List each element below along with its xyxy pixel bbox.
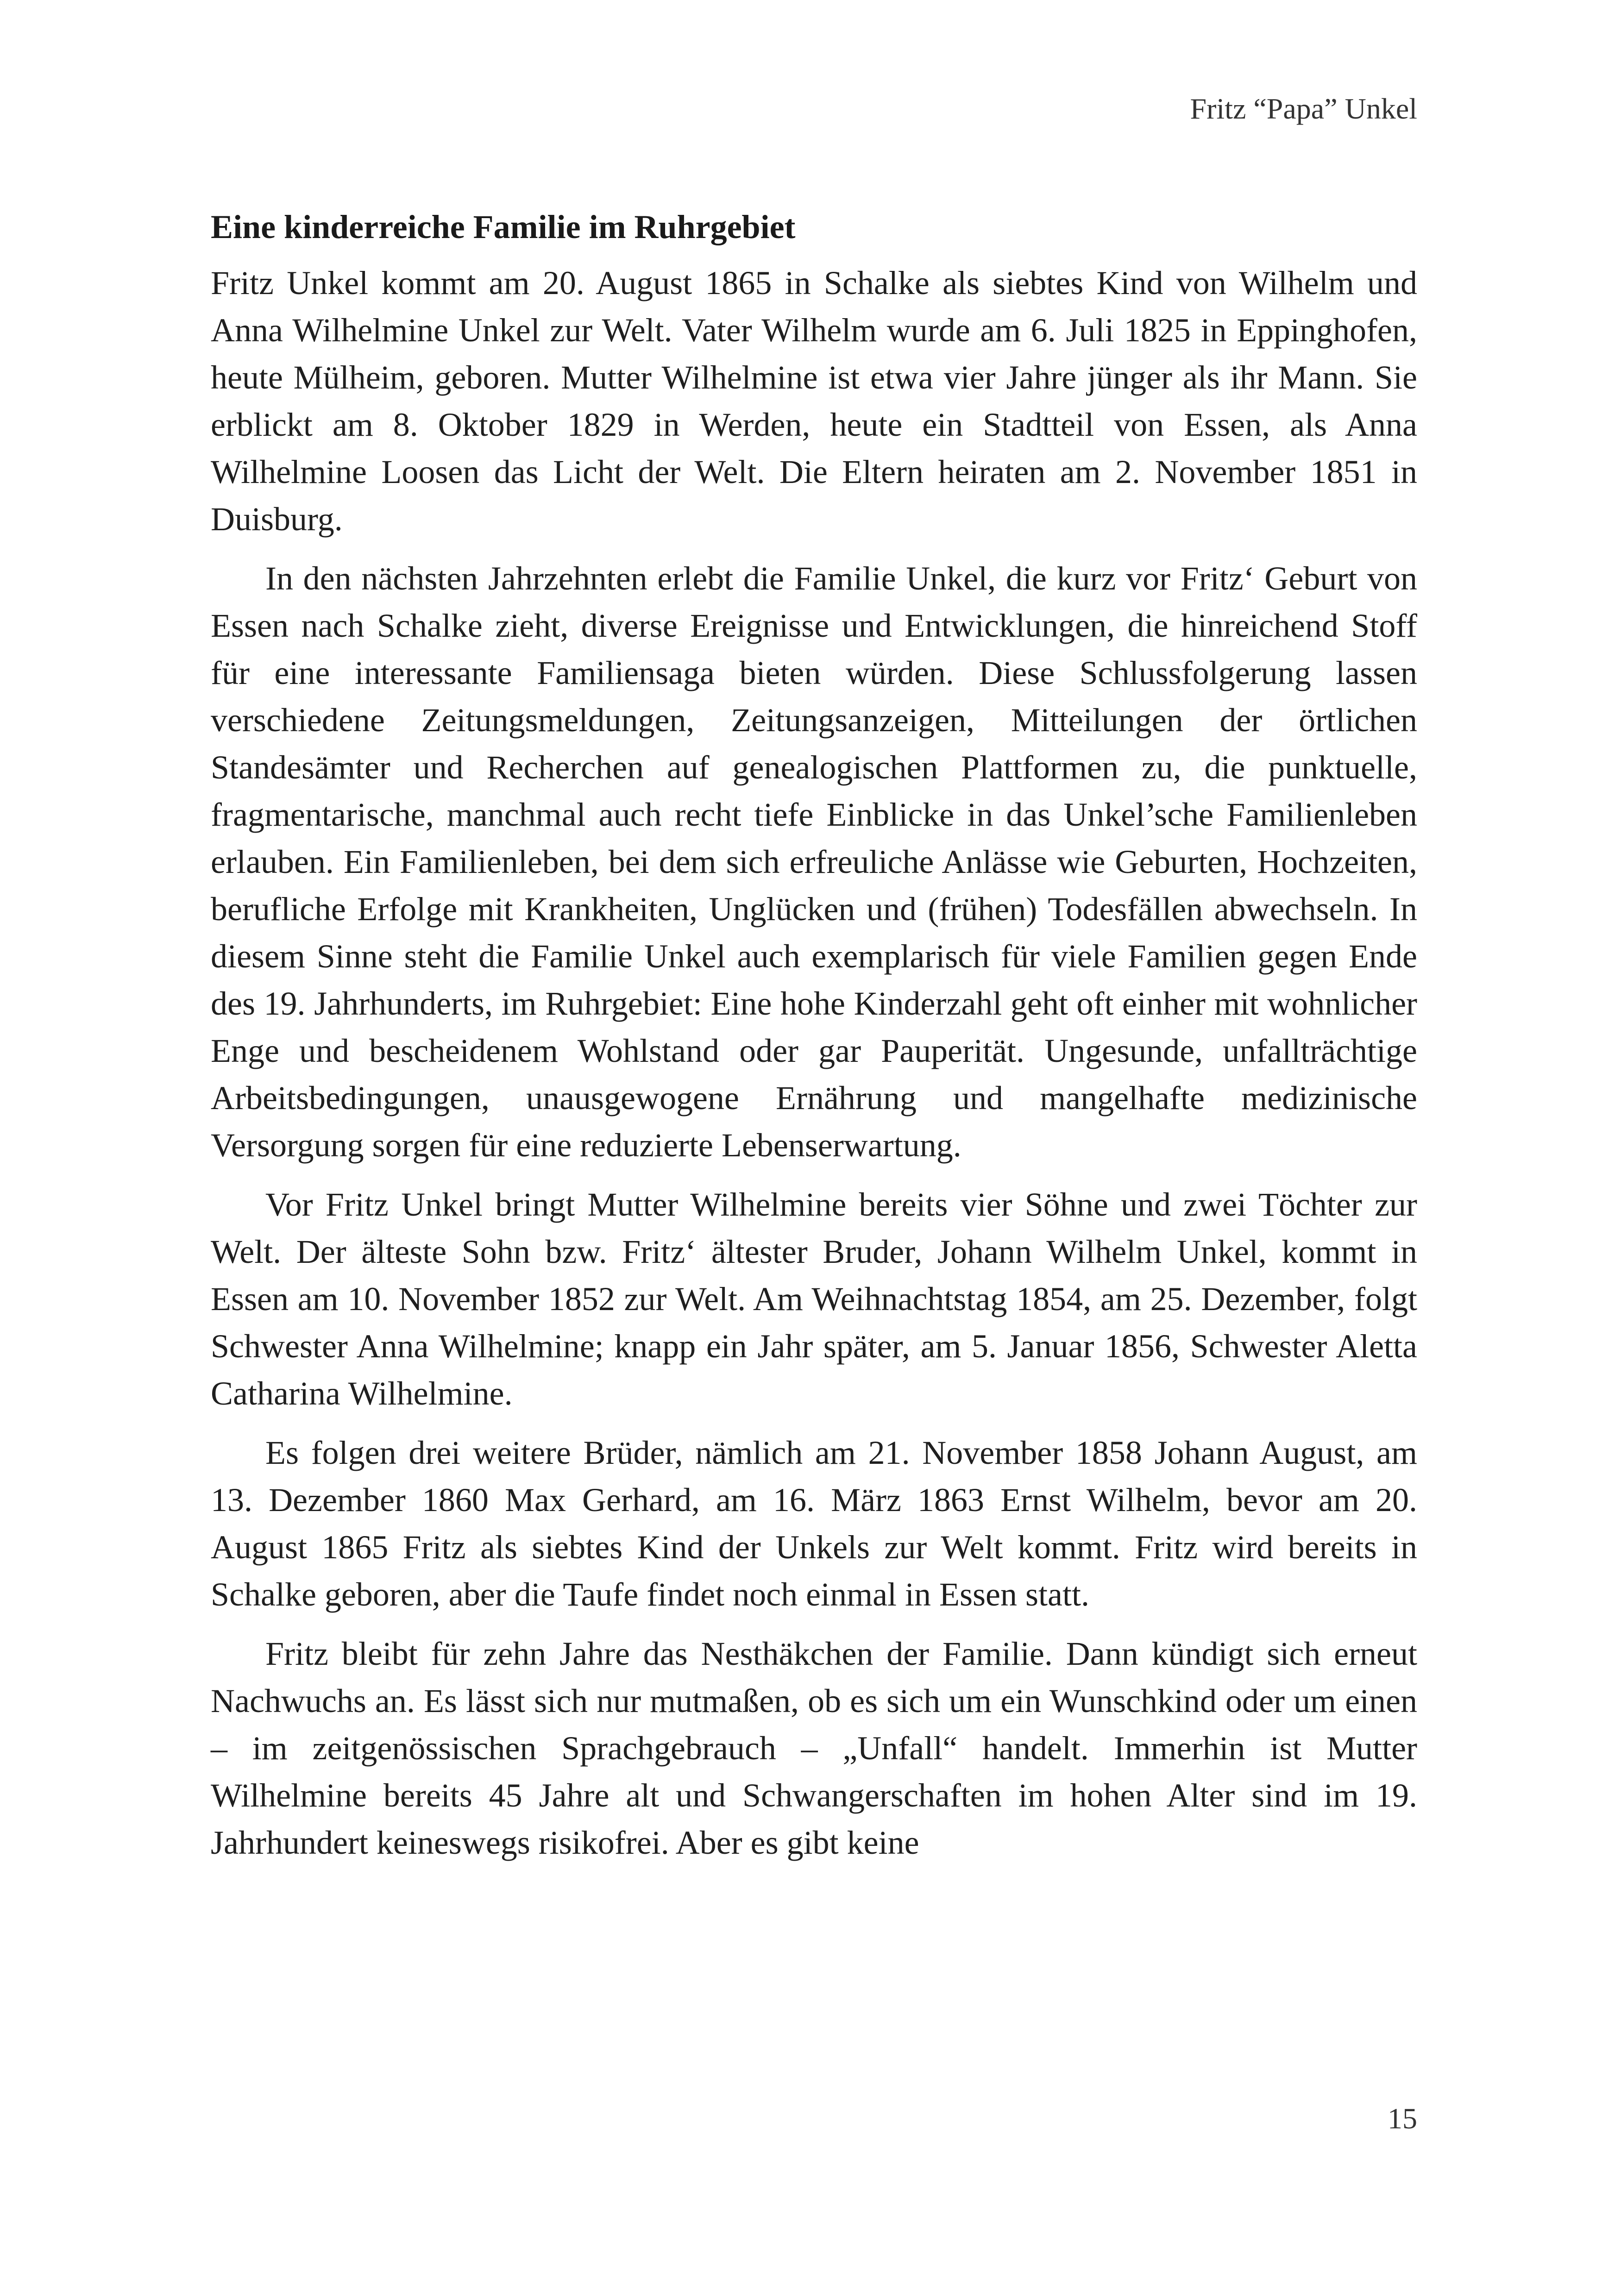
paragraph-2: In den nächsten Jahrzehnten erlebt die Familie Unkel, die kurz vor Fritz‘ Geburt von Essen nach Schalke zieht, diverse Ereignisse und Entwicklungen, die hinreichend Stoff für eine interessante Familiensaga bieten würden. Diese Schlussfolgerung lassen verschiedene Zeitungsmeldungen, Zeitungsanzeigen, Mitteilungen der örtlichen Standesämter und Recherchen auf genealogischen Plattformen zu, die punktuelle, fragmentarische, manchmal auch recht tiefe Einblicke in das Unkel’sche Familienleben erlauben. Ein Familienleben, bei dem sich erfreuliche Anlässe wie Geburten, Hochzeiten, berufliche Erfolge mit Krankheiten, Unglücken und (frühen) Todesfällen abwechseln. In diesem Sinne steht die Familie Unkel auch exemplarisch für viele Familien gegen Ende des 19. Jahrhunderts, im Ruhrgebiet: Eine hohe Kinderzahl geht oft einher mit wohnlicher Enge und bescheidenem Wohlstand oder gar Pauperität. Ungesunde, unfallträchtige Arbeitsbedingungen, unausgewogene Ernährung und mangelhafte medizinische Versorgung sorgen für eine reduzierte Lebenserwartung. <box>211 560 1417 1164</box>
paragraph-3: Vor Fritz Unkel bringt Mutter Wilhelmine bereits vier Söhne und zwei Töchter zur Welt. Der älteste Sohn bzw. Fritz‘ ältester Bruder, Johann Wilhelm Unkel, kommt in Essen am 10. November 1852 zur Welt. Am Weihnachtstag 1854, am 25. Dezember, folgt Schwester Anna Wilhelmine; knapp ein Jahr später, am 5. Januar 1856, Schwester Aletta Catharina Wilhelmine. <box>211 1186 1417 1412</box>
page-number: 15 <box>1388 2102 1417 2135</box>
paragraph-1: Fritz Unkel kommt am 20. August 1865 in Schalke als siebtes Kind von Wilhelm und Anna Wilhelmine Unkel zur Welt. Vater Wilhelm wurde am 6. Juli 1825 in Eppinghofen, heute Mülheim, geboren. Mutter Wilhelmine ist etwa vier Jahre jünger als ihr Mann. Sie erblickt am 8. Oktober 1829 in Werden, heute ein Stadtteil von Essen, als Anna Wilhelmine Loosen das Licht der Welt. Die Eltern heiraten am 2. November 1851 in Duisburg. <box>211 264 1417 538</box>
running-header: Fritz “Papa” Unkel <box>1190 92 1417 125</box>
paragraph-4: Es folgen drei weitere Brüder, nämlich am 21. November 1858 Johann August, am 13. Dezember 1860 Max Gerhard, am 16. März 1863 Ernst Wilhelm, bevor am 20. August 1865 Fritz als siebtes Kind der Unkels zur Welt kommt. Fritz wird bereits in Schalke geboren, aber die Taufe findet noch einmal in Essen statt. <box>211 1434 1417 1613</box>
section-heading: Eine kinderreiche Familie im Ruhrgebiet <box>211 208 796 245</box>
page-body <box>211 204 1417 1878</box>
paragraph-5: Fritz bleibt für zehn Jahre das Nesthäkchen der Familie. Dann kündigt sich erneut Nachwuchs an. Es lässt sich nur mutmaßen, ob es sich um ein Wunschkind oder um einen – im zeitgenössischen Sprachgebrauch – „Unfall“ handelt. Immerhin ist Mutter Wilhelmine bereits 45 Jahre alt und Schwangerschaften im hohen Alter sind im 19. Jahrhundert keineswegs risikofrei. Aber es gibt keine <box>211 1635 1417 1861</box>
